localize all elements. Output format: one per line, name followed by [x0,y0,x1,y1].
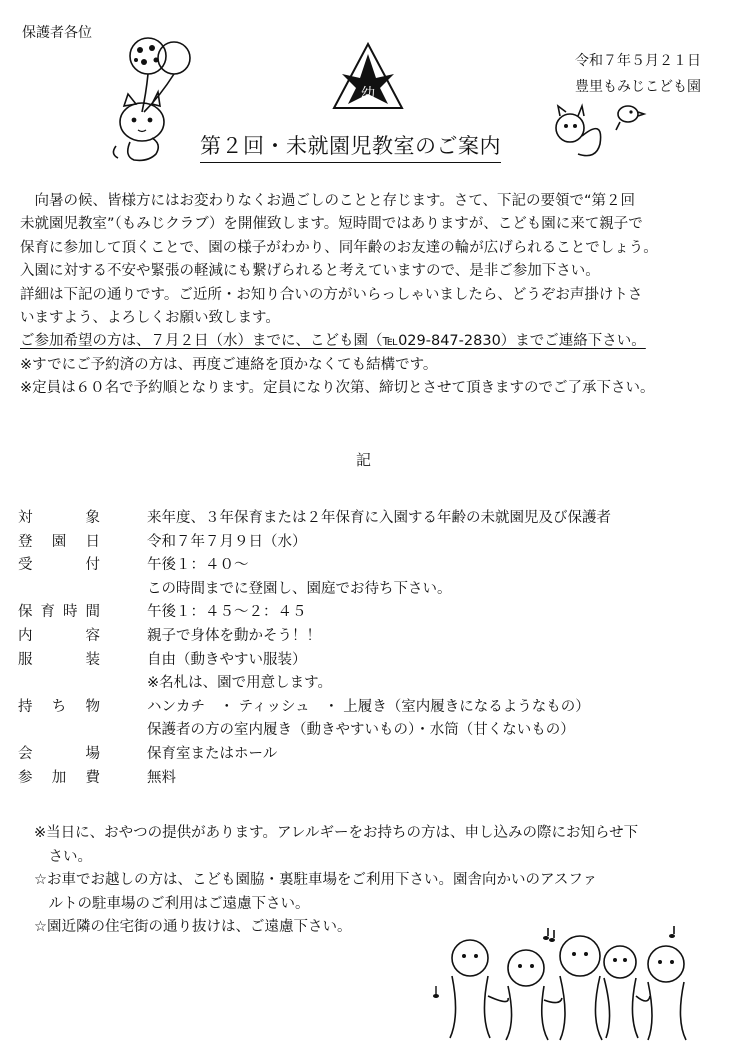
detail-label [18,697,100,717]
detail-label-char: 園 [51,533,67,550]
contact-highlight: ご参加希望の方は、７月２日（水）までに、こども園（℡029-847-2830）までご連絡下さい。 [20,333,646,350]
detail-value: ※名札は、園で用意します。 [147,675,332,692]
detail-label-char: 対 [18,510,33,526]
footer-note: ルトの駐車場のご利用はご遠慮下さい。 [34,895,310,912]
detail-value: 午後１：４５～２：４５ [147,604,307,621]
intro-line: いますよう、よろしくお願い致します。 [20,310,280,327]
addressee: 保護者各位 [22,25,92,41]
detail-label-char: 付 [85,557,100,574]
intro-note: ※すでにご予約済の方は、再度ご連絡を頂かなくても結構です。 [20,356,438,373]
ki-heading: 記 [356,451,372,469]
intro-line: 未就園児教室”（もみじクラブ）を開催致します。短時間ではありますが、こども園に来て親子で [20,216,643,233]
detail-value: 保護者の方の室内履き（動きやすいもの）・水筒（甘くないもの） [147,722,575,739]
issue-info [575,48,701,100]
intro-line: 入園に対する不安や緊張の軽減にも繋げられると考えていますので、是非ご参加下さい。 [20,263,600,280]
intro-line: 向暑の候、皆様方にはお変わりなくお過ごしのことと存じます。さて、下記の要領で“第２回 [20,193,636,209]
page-title: 第２回・未就園児教室のご案内 [200,130,501,163]
detail-value: 親子で身体を動かそう！！ [147,627,321,644]
detail-label-char: ち [51,698,67,715]
cat-with-balloons-icon [108,34,204,164]
detail-label-char: 服 [18,651,33,668]
footer-notes [34,822,638,940]
school-name: 豊里もみじこども園 [575,79,701,95]
detail-label-char: 会 [18,745,33,762]
detail-value: この時間までに登園し、園庭でお待ち下さい。 [147,580,452,597]
squirrel-and-bird-icon [548,98,648,162]
detail-label-char: 日 [85,533,100,550]
momiji-star-emblem-icon [330,40,406,112]
footer-note: さい。 [34,848,92,865]
detail-value: 午後１：４０～ [147,557,249,574]
detail-label [18,744,100,764]
detail-label [18,555,100,575]
detail-label-char: 象 [85,510,100,526]
footer-note: ☆園近隣の住宅街の通り抜けは、ご遠慮下さい。 [34,919,352,936]
detail-label [18,508,100,528]
detail-value: 保育室またはホール [147,745,278,762]
detail-label [18,602,100,622]
detail-value: 無料 [147,769,176,786]
detail-label-char: 登 [18,533,33,550]
detail-label-char: 加 [51,769,67,786]
footer-note: ☆お車でお越しの方は、こども園脇・裏駐車場をご利用下さい。園舎向かいのアスファ [34,872,598,889]
intro-note: ※定員は６０名で予約順となります。定員になり次第、締切とさせて頂きますのでご了承下さい。 [20,380,655,397]
intro-section [20,190,720,401]
detail-label-char: 時 [63,604,78,621]
detail-label-char: 容 [85,627,100,644]
detail-label-char: 場 [85,745,100,762]
intro-line: 詳細は下記の通りです。ご近所・お知り合いの方がいらっしゃいましたら、どうぞお声掛けトさ [20,286,643,303]
logo-text: 幼 [361,86,375,102]
intro-line: 保育に参加して頂くことで、園の様子がわかり、同年齢のお友達の輪が広げられることでしょう。 [20,239,658,256]
detail-label-char: 費 [85,769,100,786]
detail-label-char: 保 [18,604,33,621]
detail-label [18,768,100,788]
detail-label [18,650,100,670]
issue-date: 令和７年５月２１日 [575,53,701,69]
detail-label-char: 物 [85,698,100,715]
detail-label-char: 参 [18,769,33,786]
detail-value: 令和７年７月９日（水） [147,533,307,550]
detail-label-char: 持 [18,698,33,715]
detail-label-char: 間 [85,604,100,621]
detail-label-char: 育 [40,604,55,621]
detail-label-char: 受 [18,557,33,574]
detail-label-char: 内 [18,627,33,644]
detail-value: 自由（動きやすい服装） [147,651,307,668]
dancing-children-icon [430,926,700,1044]
detail-label [18,626,100,646]
detail-label [18,532,100,552]
footer-note: ※当日に、おやつの提供があります。アレルギーをお持ちの方は、申し込みの際にお知らせ下 [34,825,639,841]
detail-value: 来年度、３年保育または２年保育に入園する年齢の未就園児及び保護者 [147,510,611,526]
detail-value: ハンカチ ・ ティッシュ ・ 上履き（室内履きになるようなもの） [147,698,590,715]
detail-label-char: 装 [85,651,100,668]
